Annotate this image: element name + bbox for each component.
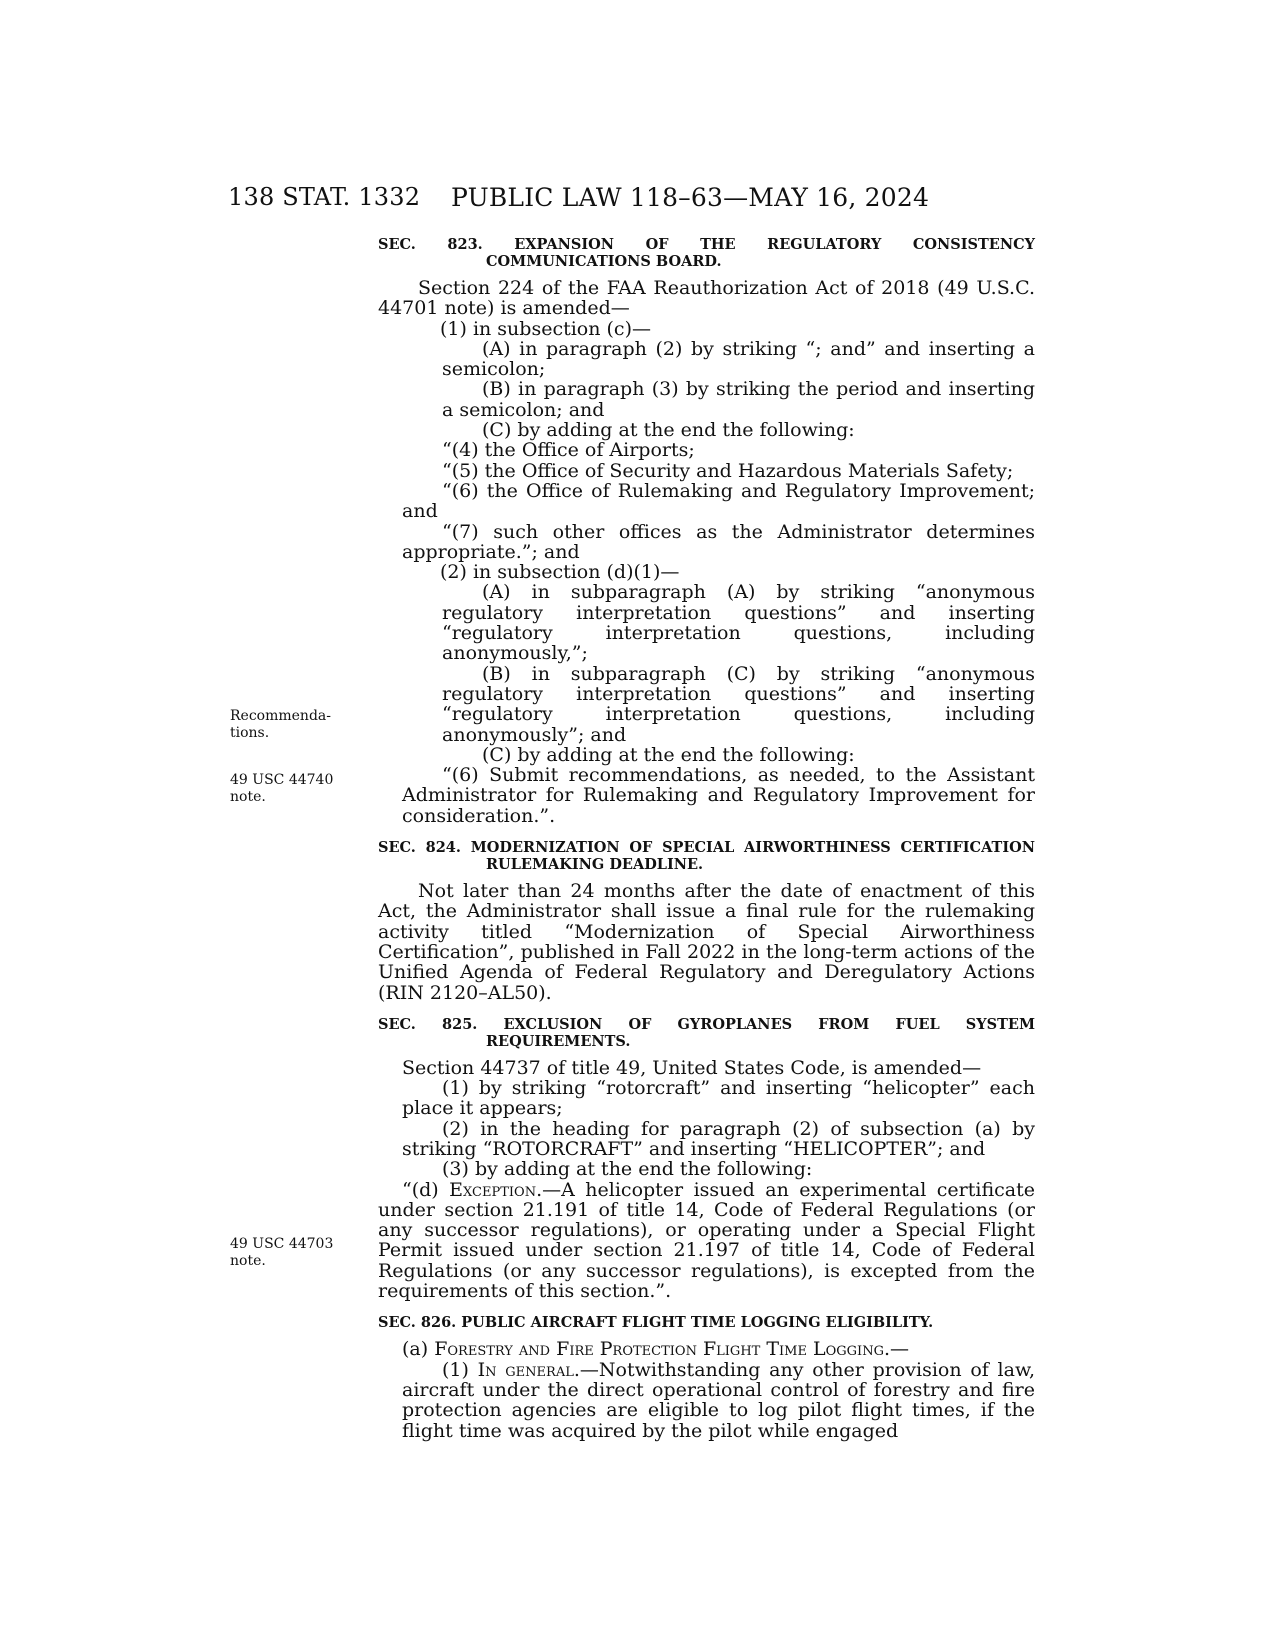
sec-823-para-1C: (C) by adding at the end the following: [482, 419, 855, 442]
sec-823-heading: SEC. 823. EXPANSION OF THE REGULATORY CONSISTENCY COMMUNICATIONS BOARD. [378, 236, 1035, 270]
sec-823-quote-5: “(5) the Office of Security and Hazardous Materials Safety; [442, 459, 1014, 482]
sec-823-para-2: (2) in subsection (d)(1)— [440, 561, 680, 584]
sec-826-subsection-a: (a) Forestry and Fire Protection Flight Time Logging.— [402, 1338, 910, 1361]
exception-caption: Exception [449, 1178, 537, 1201]
sec-826-heading: SEC. 826. PUBLIC AIRCRAFT FLIGHT TIME LOGGING ELIGIBILITY. [378, 1314, 934, 1332]
sec-823-para-1A: (A) in paragraph (2) by striking “; and” and inserting a semicolon; [442, 337, 1035, 381]
in-general-caption: In general [477, 1358, 574, 1381]
sec-823-intro: Section 224 of the FAA Reauthorization Act of 2018 (49 U.S.C. 44701 note) is amended— [378, 277, 1035, 320]
sec-826-para-1: (1) In general.—Notwithstanding any other provision of law, aircraft under the direct operational control of forestry and fire protection agencies are eligible to log pilot flight times, if the flight time was acquired by the pilot while engaged [402, 1358, 1036, 1442]
sec-823-para-2B: (B) in subparagraph (C) by striking “anonymous regulatory interpretation questions” and inserting “regulatory interpretation questions, including anonymously”; and [442, 662, 1035, 746]
sec-825-para-2: (2) in the heading for paragraph (2) of subsection (a) by striking “ROTORCRAFT” and inserting “HELICOPTER”; and [402, 1117, 1035, 1160]
sec-825-intro: Section 44737 of title 49, United States Code, is amended— [402, 1056, 982, 1079]
forestry-caption: Forestry and Fire Protection Flight Time Logging [434, 1338, 884, 1361]
sec-823-quote-6: “(6) the Office of Rulemaking and Regulatory Improvement; and [402, 479, 1035, 523]
running-title: PUBLIC LAW 118–63—MAY 16, 2024 [451, 183, 930, 212]
sec-825-para-1: (1) by striking “rotorcraft” and inserting “helicopter” each place it appears; [402, 1077, 1035, 1120]
sec-823-quote-6b: “(6) Submit recommendations, as needed, to the Assistant Administrator for Rulemaking and Regulatory Improvement for consideration.”. [402, 764, 1035, 827]
sec-823-para-2A: (A) in subparagraph (A) by striking “anonymous regulatory interpretation questions” and inserting “regulatory interpretation questions, including anonymously,”; [442, 581, 1035, 665]
margin-note-44703: 49 USC 44703 note. [230, 1236, 334, 1269]
sec-825-subsection-d: “(d) Exception.—A helicopter issued an experimental certificate under section 21.191 of title 14, Code of Federal Regulations (or any successor regulations), or operating under a Special Flight Permit issued under section 21.197 of title 14, Code of Federal Regulations (or any successor regulations), is excepted from the requirements of this section.”. [378, 1178, 1035, 1303]
rotorcraft-caps: ROTORCRAFT [492, 1137, 634, 1160]
page-body [378, 236, 1035, 1441]
sec-825-heading: SEC. 825. EXCLUSION OF GYROPLANES FROM FUEL SYSTEM REQUIREMENTS. [378, 1015, 1035, 1050]
helicopter-caps: HELICOPTER [792, 1137, 928, 1160]
sec-823-quote-4: “(4) the Office of Airports; [442, 439, 695, 462]
sec-823-quote-7: “(7) such other offices as the Administrator determines appropriate.”; and [402, 520, 1035, 563]
margin-note-44740: 49 USC 44740 note. [230, 772, 334, 805]
sec-825-para-3: (3) by adding at the end the following: [442, 1158, 813, 1181]
sec-823-para-1: (1) in subsection (c)— [440, 317, 651, 340]
page-header [0, 183, 1275, 223]
margin-note-recommendations: Recommenda- tions. [230, 708, 331, 741]
sec-823-para-2C: (C) by adding at the end the following: [482, 743, 855, 766]
sec-824-heading: SEC. 824. MODERNIZATION OF SPECIAL AIRWORTHINESS CERTIFICATION RULEMAKING DEADLINE. [378, 839, 1035, 874]
sec-823-para-1B: (B) in paragraph (3) by striking the period and inserting a semicolon; and [442, 378, 1035, 421]
sec-824-text: Not later than 24 months after the date of enactment of this Act, the Administrator shall issue a final rule for the rulemaking activity titled “Modernization of Special Airworthiness Certification”, published in Fall 2022 in the long-term actions of the Unified Agenda of Federal Regulatory and Deregulatory Actions (RIN 2120–AL50). [378, 880, 1035, 1004]
statute-page-number: 138 STAT. 1332 [228, 183, 421, 211]
